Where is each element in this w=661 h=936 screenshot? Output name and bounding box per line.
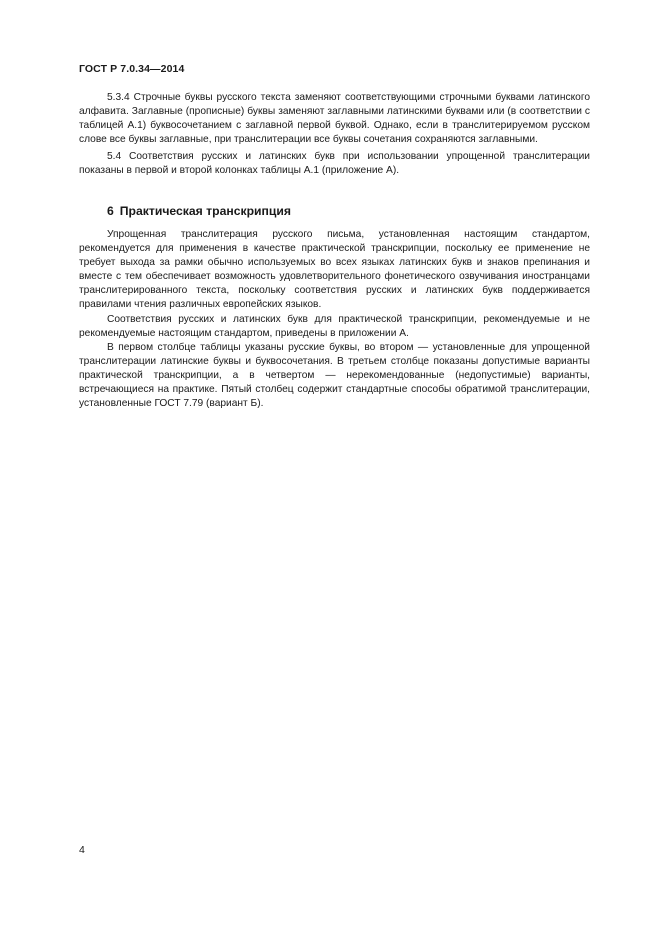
paragraph-section-2: Соответствия русских и латинских букв для практической транскрипции, рекомендуемые и не рекомендуемые настоящим стандартом, приведены в приложении А. — [79, 313, 590, 339]
clause-5-text — [79, 91, 590, 182]
section-heading — [107, 204, 291, 218]
paragraph-5-4: 5.4 Соответствия русских и латинских букв при использовании упрощенной транслитерации показаны в первой и второй колонках таблицы А.1 (приложение А). — [79, 151, 590, 177]
section-title: Практическая транскрипция — [119, 204, 291, 218]
paragraph-5-3-4: 5.3.4 Строчные буквы русского текста заменяют соответствующими строчными буквами латинского алфавита. Заглавные (прописные) буквы заменяют заглавными латинскими буквами или (в соответствии с таблицей А.1) буквосочетанием с заглавной первой буквой. Однако, если в транслитерируемом русском слове все буквы заглавные, при транслитерации все буквы сочетания сохраняются заглавными. — [79, 92, 590, 146]
section-number: 6 — [107, 204, 114, 218]
page-number: 4 — [79, 844, 85, 856]
document-header: ГОСТ Р 7.0.34—2014 — [79, 63, 185, 75]
section-6-text — [79, 228, 590, 411]
paragraph-section-3: В первом столбце таблицы указаны русские буквы, во втором — установленные для упрощенной транслитерации латинские буквы и буквосочетания. В третьем столбце показаны допустимые варианты практической транскрипции, а в четвертом — нерекомендованные (недопустимые) варианты, встречающиеся на практике. Пятый столбец содержит стандартные способы обратимой транслитерации, установленные ГОСТ 7.79 (вариант Б). — [79, 341, 590, 410]
paragraph-section-1: Упрощенная транслитерация русского письма, установленная настоящим стандартом, рекомендуется для применения в качестве практической транскрипции, поскольку ее применение не требует выхода за рамки обычно используемых во всех языках латинских букв и знаков препинания и вместе с тем обеспечивает возможность удовлетворительного фонетического озвучивания иностранцами транслитерированного текста, поскольку соответствия русских и латинских букв поддерживается правилами чтения различных европейских языков. — [79, 229, 590, 311]
